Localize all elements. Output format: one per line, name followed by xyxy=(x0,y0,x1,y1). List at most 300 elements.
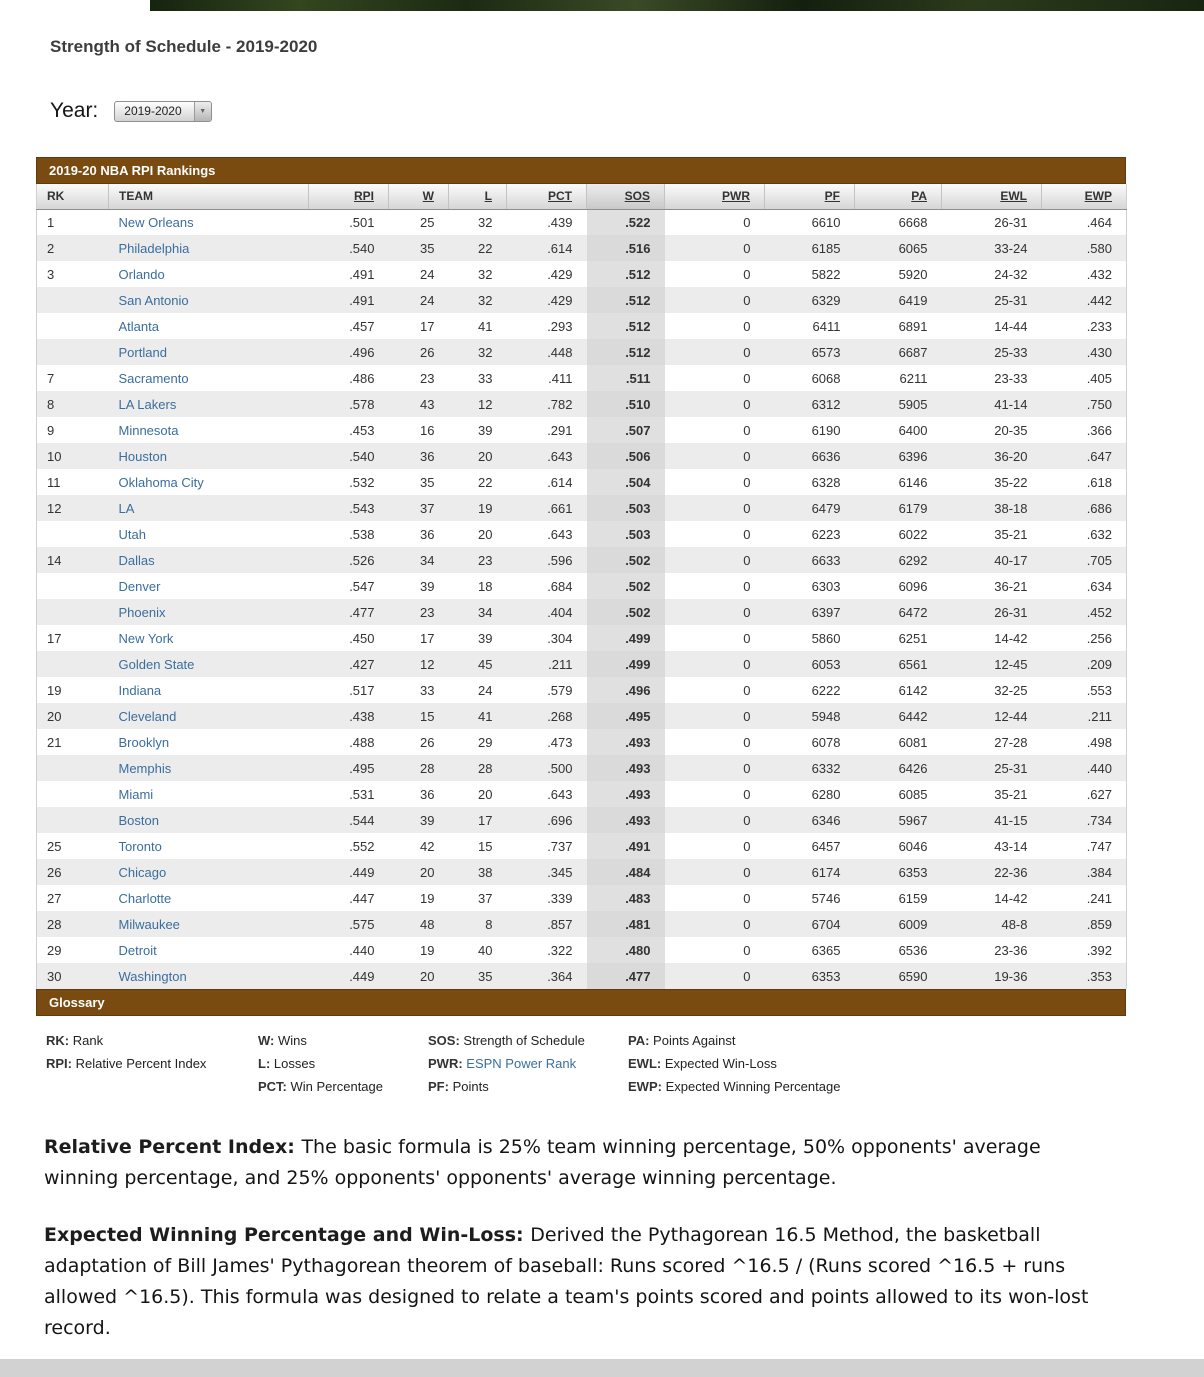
cell-pct: .857 xyxy=(507,911,587,937)
table-row xyxy=(37,391,1127,417)
cell-pct: .473 xyxy=(547,734,573,750)
cell-w: 19 xyxy=(420,942,435,958)
cell-rpi: .453 xyxy=(349,422,375,438)
team-link[interactable]: Atlanta xyxy=(118,318,159,334)
cell-ewl: 36-20 xyxy=(942,443,1042,469)
cell-ewl: 35-21 xyxy=(994,526,1028,542)
glossary-item: PF: Points xyxy=(428,1079,489,1094)
cell-w: 24 xyxy=(420,266,435,282)
cell-ewp: .580 xyxy=(1042,235,1127,261)
cell-rk xyxy=(37,287,109,313)
cell-pf: 6457 xyxy=(811,838,841,854)
cell-l: 22 xyxy=(449,235,507,261)
cell-pwr: 0 xyxy=(665,599,765,625)
cell-ewl: 20-35 xyxy=(994,422,1028,438)
cell-ewp: .634 xyxy=(1086,578,1112,594)
cell-pct: .439 xyxy=(547,214,573,230)
team-link[interactable]: Toronto xyxy=(118,838,162,854)
cell-rpi: .547 xyxy=(349,578,375,594)
cell-rk: 10 xyxy=(37,443,109,469)
team-link[interactable]: Dallas xyxy=(118,552,155,568)
cell-w: 43 xyxy=(389,391,449,417)
team-link[interactable]: Boston xyxy=(118,812,159,828)
cell-w: 16 xyxy=(420,422,435,438)
cell-ewp: .366 xyxy=(1086,422,1112,438)
cell-l: 39 xyxy=(478,422,493,438)
table-title-bar xyxy=(36,157,1126,184)
cell-pct: .291 xyxy=(547,422,573,438)
cell-l: 39 xyxy=(478,630,493,646)
cell-l: 37 xyxy=(478,890,493,906)
cell-pf: 6329 xyxy=(765,287,855,313)
cell-team xyxy=(109,547,309,573)
cell-pa: 6590 xyxy=(855,963,942,989)
cell-ewp: .632 xyxy=(1086,526,1112,542)
glossary-title: Glossary xyxy=(49,995,105,1010)
table-row xyxy=(37,235,1127,261)
table-row xyxy=(37,287,1127,313)
cell-l: 17 xyxy=(449,807,507,833)
cell-w: 26 xyxy=(389,339,449,365)
cell-rk: 3 xyxy=(47,266,55,282)
cell-ewp: .384 xyxy=(1042,859,1127,885)
table-row xyxy=(37,261,1127,287)
team-link[interactable]: Golden State xyxy=(118,656,195,672)
cell-pa: 6085 xyxy=(898,786,928,802)
cell-l: 28 xyxy=(449,755,507,781)
cell-rk: 17 xyxy=(47,630,62,646)
cell-w: 26 xyxy=(420,734,435,750)
cell-sos: .499 xyxy=(587,625,665,651)
cell-pct: .782 xyxy=(507,391,587,417)
table-row xyxy=(37,885,1127,911)
cell-pf: 6353 xyxy=(765,963,855,989)
cell-ewl: 41-15 xyxy=(942,807,1042,833)
cell-rk: 9 xyxy=(47,422,55,438)
cell-pf: 6397 xyxy=(765,599,855,625)
cell-rk xyxy=(37,313,109,339)
cell-w: 35 xyxy=(389,235,449,261)
team-link[interactable]: Portland xyxy=(118,344,167,360)
table-row xyxy=(37,443,1127,469)
cell-sos: .503 xyxy=(587,521,665,547)
cell-pa: 6353 xyxy=(855,859,942,885)
col-header-pa[interactable] xyxy=(855,184,942,209)
sort-link-pct[interactable]: PCT xyxy=(548,189,572,204)
cell-sos: .481 xyxy=(587,911,665,937)
cell-l: 19 xyxy=(449,495,507,521)
cell-rk: 12 xyxy=(37,495,109,521)
cell-ewp: .553 xyxy=(1086,682,1112,698)
cell-ewp: .233 xyxy=(1086,318,1112,334)
col-header-ewp[interactable] xyxy=(1042,184,1127,209)
cell-l: 35 xyxy=(449,963,507,989)
cell-rpi: .449 xyxy=(309,859,389,885)
cell-ewp: .464 xyxy=(1086,214,1112,230)
cell-w: 42 xyxy=(420,838,435,854)
cell-team xyxy=(109,521,309,547)
site-banner-image xyxy=(150,0,1204,11)
cell-team xyxy=(109,885,309,911)
cell-ewl: 40-17 xyxy=(942,547,1042,573)
cell-pf: 6328 xyxy=(811,474,841,490)
cell-pct: .596 xyxy=(507,547,587,573)
cell-l: 20 xyxy=(449,443,507,469)
cell-rk: 20 xyxy=(37,703,109,729)
cell-sos: .516 xyxy=(587,235,665,261)
cell-team xyxy=(109,365,309,391)
cell-team xyxy=(109,261,309,287)
cell-pct: .268 xyxy=(507,703,587,729)
sort-link-ewl[interactable]: EWL xyxy=(1000,189,1027,204)
cell-w: 34 xyxy=(389,547,449,573)
sort-link-l[interactable]: L xyxy=(484,189,492,204)
table-row xyxy=(37,209,1127,235)
sort-link-sos[interactable]: SOS xyxy=(624,189,650,204)
cell-ewl: 23-36 xyxy=(994,942,1028,958)
cell-pwr: 0 xyxy=(743,942,751,958)
cell-pa: 6891 xyxy=(898,318,928,334)
col-header-l[interactable] xyxy=(449,184,507,209)
cell-ewl: 35-21 xyxy=(994,786,1028,802)
glossary-title-bar xyxy=(36,989,1126,1016)
cell-pa: 6142 xyxy=(898,682,928,698)
cell-w: 20 xyxy=(389,859,449,885)
note-paragraph: Relative Percent Index: The basic formula is 25% team winning percentage, 50% opponents' average winning percentage, and 25% opponents' opponents' average winning percentage. xyxy=(44,1136,1041,1189)
cell-pa: 6668 xyxy=(898,214,928,230)
cell-pwr: 0 xyxy=(743,526,751,542)
cell-w: 17 xyxy=(420,318,435,334)
cell-rpi: .477 xyxy=(309,599,389,625)
team-link[interactable]: Charlotte xyxy=(118,890,172,906)
team-link[interactable]: Sacramento xyxy=(118,370,189,386)
cell-pwr: 0 xyxy=(743,786,751,802)
team-link[interactable]: Chicago xyxy=(118,864,167,880)
rankings-table xyxy=(36,184,1127,989)
cell-pct: .345 xyxy=(507,859,587,885)
sort-link-pwr[interactable]: PWR xyxy=(722,189,750,204)
cell-team xyxy=(109,755,309,781)
cell-pwr: 0 xyxy=(665,859,765,885)
cell-sos: .493 xyxy=(587,755,665,781)
cell-pct: .411 xyxy=(548,370,573,386)
cell-pwr: 0 xyxy=(743,578,751,594)
cell-sos: .499 xyxy=(587,651,665,677)
cell-pwr: 0 xyxy=(665,703,765,729)
team-link[interactable]: Orlando xyxy=(118,266,165,282)
cell-pf: 6636 xyxy=(765,443,855,469)
team-link[interactable]: Indiana xyxy=(118,682,162,698)
cell-pwr: 0 xyxy=(665,547,765,573)
notes xyxy=(44,1132,1126,1344)
col-header-pct[interactable] xyxy=(507,184,587,209)
sort-link-pa[interactable]: PA xyxy=(911,189,927,204)
col-header-ewl[interactable] xyxy=(942,184,1042,209)
cell-ewl: 25-33 xyxy=(942,339,1042,365)
cell-l: 20 xyxy=(478,786,493,802)
team-link[interactable]: Phoenix xyxy=(118,604,166,620)
table-row xyxy=(37,911,1127,937)
column-header-row xyxy=(37,184,1127,209)
cell-pa: 6159 xyxy=(898,890,928,906)
cell-ewp: .747 xyxy=(1086,838,1112,854)
cell-team xyxy=(109,937,309,963)
cell-pf: 5948 xyxy=(765,703,855,729)
team-link[interactable]: Brooklyn xyxy=(118,734,170,750)
cell-w: 23 xyxy=(389,599,449,625)
cell-ewp: .859 xyxy=(1042,911,1127,937)
cell-ewl: 26-31 xyxy=(994,214,1028,230)
year-filter-row xyxy=(50,99,1126,123)
cell-pwr: 0 xyxy=(665,651,765,677)
cell-l: 8 xyxy=(449,911,507,937)
table-row xyxy=(37,573,1127,599)
cell-pf: 6312 xyxy=(765,391,855,417)
glossary-item: EWP: Expected Winning Percentage xyxy=(628,1079,841,1094)
cell-sos: .496 xyxy=(587,677,665,703)
cell-pa: 6065 xyxy=(855,235,942,261)
cell-ewl: 23-33 xyxy=(994,370,1028,386)
cell-pct: .737 xyxy=(547,838,573,854)
cell-w: 36 xyxy=(420,786,435,802)
table-row xyxy=(37,729,1127,755)
cell-team xyxy=(109,287,309,313)
cell-sos: .503 xyxy=(587,495,665,521)
team-link[interactable]: Cleveland xyxy=(118,708,177,724)
cell-pwr: 0 xyxy=(743,422,751,438)
cell-pct: .322 xyxy=(547,942,573,958)
team-link[interactable]: San Antonio xyxy=(118,292,189,308)
cell-rpi: .526 xyxy=(309,547,389,573)
cell-rpi: .427 xyxy=(309,651,389,677)
cell-pct: .293 xyxy=(547,318,573,334)
table-row xyxy=(37,625,1127,651)
cell-pf: 6174 xyxy=(765,859,855,885)
cell-l: 15 xyxy=(478,838,493,854)
cell-pa: 5920 xyxy=(898,266,928,282)
team-link[interactable]: Washington xyxy=(118,968,187,984)
cell-pct: .614 xyxy=(547,474,573,490)
cell-sos: .483 xyxy=(587,885,665,911)
table-row xyxy=(37,755,1127,781)
cell-pct: .696 xyxy=(507,807,587,833)
cell-pa: 6442 xyxy=(855,703,942,729)
team-link[interactable]: Milwaukee xyxy=(118,916,180,932)
cell-sos: .502 xyxy=(587,599,665,625)
cell-pct: .429 xyxy=(547,266,573,282)
table-row xyxy=(37,807,1127,833)
cell-rk: 2 xyxy=(37,235,109,261)
cell-pct: .404 xyxy=(507,599,587,625)
team-link[interactable]: New York xyxy=(118,630,174,646)
team-link[interactable]: Memphis xyxy=(118,760,172,776)
cell-rk: 7 xyxy=(47,370,55,386)
cell-rk: 21 xyxy=(47,734,62,750)
cell-l: 41 xyxy=(478,318,493,334)
team-link[interactable]: Oklahoma City xyxy=(118,474,204,490)
cell-l: 41 xyxy=(449,703,507,729)
cell-team xyxy=(109,443,309,469)
cell-pa: 6561 xyxy=(855,651,942,677)
glossary-item: RK: Rank xyxy=(46,1033,104,1048)
cell-rk: 26 xyxy=(37,859,109,885)
cell-team xyxy=(109,209,309,235)
cell-pa: 6146 xyxy=(898,474,928,490)
cell-team xyxy=(109,599,309,625)
table-row xyxy=(37,547,1127,573)
glossary-item: PA: Points Against xyxy=(628,1033,736,1048)
team-link[interactable]: Detroit xyxy=(118,942,157,958)
cell-pwr: 0 xyxy=(743,838,751,854)
cell-rpi: .538 xyxy=(349,526,375,542)
table-row xyxy=(37,677,1127,703)
cell-pa: 6472 xyxy=(855,599,942,625)
team-link[interactable]: LA Lakers xyxy=(118,396,177,412)
cell-team xyxy=(109,859,309,885)
cell-ewp: .353 xyxy=(1042,963,1127,989)
cell-pf: 6053 xyxy=(765,651,855,677)
cell-pct: .643 xyxy=(547,786,573,802)
cell-rpi: .438 xyxy=(309,703,389,729)
cell-rpi: .543 xyxy=(309,495,389,521)
col-header-rpi[interactable] xyxy=(309,184,389,209)
cell-rk: 28 xyxy=(37,911,109,937)
cell-pf: 6068 xyxy=(811,370,841,386)
cell-pf: 6190 xyxy=(811,422,841,438)
cell-rpi: .449 xyxy=(309,963,389,989)
table-row xyxy=(37,833,1127,859)
cell-pa: 6009 xyxy=(855,911,942,937)
cell-w: 24 xyxy=(389,287,449,313)
cell-rpi: .496 xyxy=(309,339,389,365)
cell-rpi: .532 xyxy=(349,474,375,490)
cell-rk: 11 xyxy=(47,474,61,490)
cell-pwr: 0 xyxy=(665,755,765,781)
cell-ewl: 43-14 xyxy=(994,838,1028,854)
table-row xyxy=(37,963,1127,989)
cell-pa: 6396 xyxy=(855,443,942,469)
cell-pwr: 0 xyxy=(665,807,765,833)
team-link[interactable]: Houston xyxy=(118,448,167,464)
year-select-value: 2019-2020 xyxy=(124,104,182,118)
cell-l: 40 xyxy=(478,942,493,958)
cell-pf: 6280 xyxy=(811,786,841,802)
team-link[interactable]: Utah xyxy=(118,526,146,542)
cell-sos: .495 xyxy=(587,703,665,729)
col-header-w[interactable] xyxy=(389,184,449,209)
team-link[interactable]: Philadelphia xyxy=(118,240,190,256)
cell-pwr: 0 xyxy=(743,318,751,334)
cell-sos: .512 xyxy=(587,261,665,287)
cell-rpi: .575 xyxy=(309,911,389,937)
cell-pf: 6704 xyxy=(765,911,855,937)
cell-sos: .512 xyxy=(587,339,665,365)
sort-link-pf[interactable]: PF xyxy=(824,189,840,204)
cell-team xyxy=(109,807,309,833)
glossary-column xyxy=(628,1029,948,1098)
col-header-team: TEAM xyxy=(109,184,309,209)
cell-team xyxy=(109,391,309,417)
table-row xyxy=(37,781,1127,807)
cell-rpi: .517 xyxy=(349,682,375,698)
team-link[interactable]: LA xyxy=(118,500,135,516)
team-link[interactable]: Denver xyxy=(118,578,161,594)
cell-pwr: 0 xyxy=(665,235,765,261)
chevron-down-icon: ▼ xyxy=(194,102,211,121)
year-select[interactable] xyxy=(114,101,211,122)
cell-pa: 6419 xyxy=(855,287,942,313)
cell-l: 34 xyxy=(449,599,507,625)
cell-ewl: 12-45 xyxy=(942,651,1042,677)
cell-w: 37 xyxy=(389,495,449,521)
col-header-sos[interactable] xyxy=(587,184,665,209)
cell-ewp: .618 xyxy=(1086,474,1112,490)
cell-ewl: 22-36 xyxy=(942,859,1042,885)
col-header-pwr[interactable] xyxy=(665,184,765,209)
cell-ewl: 25-31 xyxy=(942,755,1042,781)
cell-team xyxy=(109,573,309,599)
cell-pct: .339 xyxy=(547,890,573,906)
cell-ewl: 26-31 xyxy=(942,599,1042,625)
cell-w: 39 xyxy=(420,578,435,594)
cell-sos: .493 xyxy=(587,729,665,755)
sort-link-ewp[interactable]: EWP xyxy=(1084,189,1112,204)
table-row xyxy=(37,365,1127,391)
team-link[interactable]: Minnesota xyxy=(118,422,179,438)
cell-ewp: .209 xyxy=(1042,651,1127,677)
cell-pa: 6536 xyxy=(898,942,928,958)
cell-rpi: .501 xyxy=(349,214,375,230)
cell-ewp: .498 xyxy=(1086,734,1112,750)
cell-team xyxy=(109,781,309,807)
cell-pwr: 0 xyxy=(665,963,765,989)
cell-rpi: .531 xyxy=(349,786,375,802)
cell-rpi: .540 xyxy=(309,443,389,469)
cell-ewp: .734 xyxy=(1042,807,1127,833)
espn-power-rank-link[interactable]: ESPN Power Rank xyxy=(466,1056,577,1071)
cell-w: 36 xyxy=(389,443,449,469)
sort-link-w[interactable]: W xyxy=(422,189,434,204)
cell-pa: 6426 xyxy=(855,755,942,781)
cell-sos: .507 xyxy=(587,417,665,443)
cell-ewp: .442 xyxy=(1042,287,1127,313)
cell-sos: .512 xyxy=(587,313,665,339)
glossary-item: PCT: Win Percentage xyxy=(258,1079,383,1094)
cell-w: 36 xyxy=(420,526,435,542)
cell-l: 20 xyxy=(478,526,493,542)
cell-pct: .579 xyxy=(547,682,573,698)
cell-sos: .477 xyxy=(587,963,665,989)
cell-rpi: .544 xyxy=(309,807,389,833)
rankings-tbody xyxy=(37,209,1127,989)
team-link[interactable]: Miami xyxy=(118,786,154,802)
cell-rk xyxy=(37,651,109,677)
col-header-pf[interactable] xyxy=(765,184,855,209)
cell-pa: 6022 xyxy=(898,526,928,542)
cell-pf: 5746 xyxy=(811,890,841,906)
cell-team xyxy=(109,963,309,989)
cell-team xyxy=(109,651,309,677)
team-link[interactable]: New Orleans xyxy=(118,214,194,230)
cell-pa: 6400 xyxy=(898,422,928,438)
cell-pf: 6185 xyxy=(765,235,855,261)
page-title: Strength of Schedule - 2019-2020 xyxy=(50,37,318,56)
cell-pf: 6078 xyxy=(811,734,841,750)
cell-pct: .211 xyxy=(507,651,587,677)
cell-w: 15 xyxy=(389,703,449,729)
cell-pct: .448 xyxy=(507,339,587,365)
sort-link-rpi[interactable]: RPI xyxy=(353,189,374,204)
